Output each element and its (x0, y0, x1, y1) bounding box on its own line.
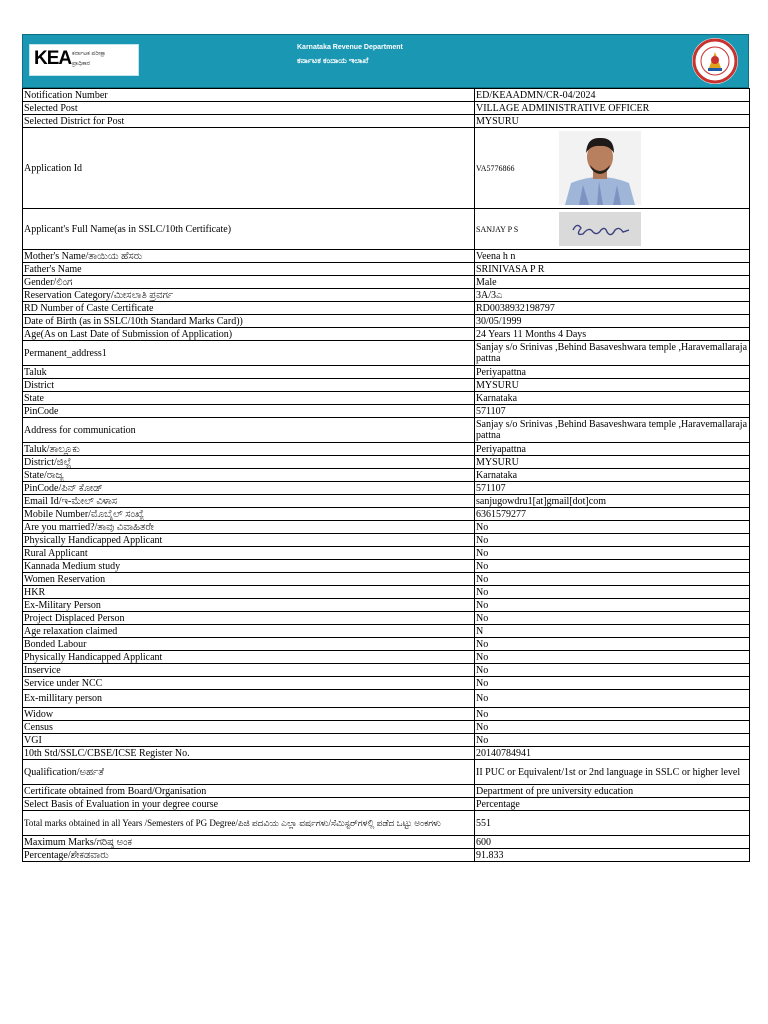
field-value: 6361579277 (475, 508, 750, 521)
field-value: II PUC or Equivalent/1st or 2nd language in SSLC or higher level (475, 760, 750, 785)
field-label: Inservice (23, 664, 475, 677)
table-row (23, 128, 750, 209)
field-value: 600 (475, 836, 750, 849)
field-label: Taluk/ತಾಲ್ಲೂಕು (23, 443, 475, 456)
table-row (23, 469, 750, 482)
field-value: No (475, 734, 750, 747)
field-value: No (475, 586, 750, 599)
field-value: No (475, 690, 750, 708)
field-label: Permanent_address1 (23, 341, 475, 366)
field-value: No (475, 612, 750, 625)
field-label: Gender/ಲಿಂಗ (23, 276, 475, 289)
table-row (23, 811, 750, 836)
field-label: State/ರಾಜ್ಯ (23, 469, 475, 482)
table-row (23, 263, 750, 276)
table-row (23, 638, 750, 651)
table-row (23, 573, 750, 586)
field-value: 3A/3ಎ (475, 289, 750, 302)
table-row (23, 366, 750, 379)
application-id-value: VA5776866 (476, 163, 515, 173)
applicant-name-value: SANJAY P S (476, 224, 519, 234)
department-name-kannada: ಕರ್ನಾಟಕ ಕಂದಾಯ ಇಲಾಖೆ (297, 56, 369, 65)
field-label: Physically Handicapped Applicant (23, 534, 475, 547)
table-row (23, 392, 750, 405)
field-value: No (475, 651, 750, 664)
table-row (23, 625, 750, 638)
application-details-table (22, 88, 750, 862)
field-value: 24 Years 11 Months 4 Days (475, 328, 750, 341)
field-label: Maximum Marks/ಗರಿಷ್ಠ ಅಂಕ (23, 836, 475, 849)
table-row (23, 315, 750, 328)
field-value: MYSURU (475, 379, 750, 392)
field-value: 571107 (475, 405, 750, 418)
field-value: 571107 (475, 482, 750, 495)
field-value: 20140784941 (475, 747, 750, 760)
table-row (23, 482, 750, 495)
field-value: No (475, 521, 750, 534)
field-value: No (475, 560, 750, 573)
field-value (475, 209, 750, 250)
table-row (23, 443, 750, 456)
field-label: Address for communication (23, 418, 475, 443)
field-value: No (475, 534, 750, 547)
kea-name-line1: ಕರ್ನಾಟಕ ಪರೀಕ್ಷಾ (72, 51, 107, 57)
field-value: ED/KEAADMN/CR-04/2024 (475, 89, 750, 102)
table-row (23, 115, 750, 128)
field-label: Census (23, 721, 475, 734)
table-row (23, 560, 750, 573)
field-value: No (475, 573, 750, 586)
field-label: Select Basis of Evaluation in your degree course (23, 798, 475, 811)
field-label: Project Displaced Person (23, 612, 475, 625)
table-row (23, 405, 750, 418)
field-label: Date of Birth (as in SSLC/10th Standard Marks Card)) (23, 315, 475, 328)
field-value: VILLAGE ADMINISTRATIVE OFFICER (475, 102, 750, 115)
field-label: RD Number of Caste Certificate (23, 302, 475, 315)
kea-logo-mark: KEA (34, 48, 72, 69)
table-row (23, 664, 750, 677)
table-row (23, 612, 750, 625)
field-value: No (475, 708, 750, 721)
field-value: No (475, 599, 750, 612)
field-label: Taluk (23, 366, 475, 379)
table-row (23, 760, 750, 785)
field-label: Are you married?/ತಾವು ವಿವಾಹಿತರೇ (23, 521, 475, 534)
field-label: Bonded Labour (23, 638, 475, 651)
field-label: Certificate obtained from Board/Organisation (23, 785, 475, 798)
applicant-signature (559, 212, 641, 246)
table-row (23, 521, 750, 534)
field-value: Department of pre university education (475, 785, 750, 798)
table-row (23, 721, 750, 734)
government-seal-icon (692, 38, 738, 84)
field-label: Selected Post (23, 102, 475, 115)
table-row (23, 785, 750, 798)
table-row (23, 708, 750, 721)
field-value: Male (475, 276, 750, 289)
field-label: Kannada Medium study (23, 560, 475, 573)
field-label: Applicant's Full Name(as in SSLC/10th Certificate) (23, 209, 475, 250)
field-label: VGI (23, 734, 475, 747)
field-value: 551 (475, 811, 750, 836)
field-label: Qualification/ಅರ್ಹತೆ (23, 760, 475, 785)
field-label: Application Id (23, 128, 475, 209)
kea-name-line2: ಪ್ರಾಧಿಕಾರ (72, 61, 91, 67)
applicant-photo (559, 131, 641, 205)
department-name-english: Karnataka Revenue Department (297, 44, 403, 51)
table-row (23, 508, 750, 521)
table-row (23, 534, 750, 547)
field-label: Physically Handicapped Applicant (23, 651, 475, 664)
field-label: Reservation Category/ಮೀಸಲಾತಿ ಪ್ರವರ್ಗ (23, 289, 475, 302)
field-label: Ex-Military Person (23, 599, 475, 612)
field-label: Rural Applicant (23, 547, 475, 560)
field-label: Percentage/ಶೇಕಡವಾರು (23, 849, 475, 862)
field-label: Age relaxation claimed (23, 625, 475, 638)
field-label: Mother's Name/ತಾಯಿಯ ಹೆಸರು (23, 250, 475, 263)
table-row (23, 586, 750, 599)
field-value: MYSURU (475, 456, 750, 469)
field-label: PinCode/ಪಿನ್ ಕೋಡ್ (23, 482, 475, 495)
field-value: SRINIVASA P R (475, 263, 750, 276)
header-banner (22, 34, 749, 88)
field-label: Father's Name (23, 263, 475, 276)
table-row (23, 798, 750, 811)
field-value: Sanjay s/o Srinivas ,Behind Basaveshwara temple ,Haravemallaraja pattna (475, 341, 750, 366)
field-label: Age(As on Last Date of Submission of Application) (23, 328, 475, 341)
table-row (23, 209, 750, 250)
field-value (475, 128, 750, 209)
field-label: Email Id/ಇ-ಮೇಲ್ ವಿಳಾಸ (23, 495, 475, 508)
field-value: Karnataka (475, 392, 750, 405)
field-label: Widow (23, 708, 475, 721)
field-label: Mobile Number/ಮೊಬೈಲ್ ಸಂಖ್ಯೆ (23, 508, 475, 521)
field-label: Women Reservation (23, 573, 475, 586)
field-value: Karnataka (475, 469, 750, 482)
field-label: Selected District for Post (23, 115, 475, 128)
field-value: No (475, 677, 750, 690)
table-row (23, 734, 750, 747)
field-label: State (23, 392, 475, 405)
table-row (23, 341, 750, 366)
table-row (23, 379, 750, 392)
field-label: HKR (23, 586, 475, 599)
table-row (23, 250, 750, 263)
table-row (23, 302, 750, 315)
table-row (23, 849, 750, 862)
table-row (23, 547, 750, 560)
field-label: Ex-millitary person (23, 690, 475, 708)
field-value: Periyapattna (475, 443, 750, 456)
field-value: No (475, 664, 750, 677)
table-row (23, 747, 750, 760)
table-row (23, 495, 750, 508)
field-label: Notification Number (23, 89, 475, 102)
field-value: N (475, 625, 750, 638)
field-label: District/ಜಿಲ್ಲೆ (23, 456, 475, 469)
field-value: No (475, 721, 750, 734)
table-row (23, 690, 750, 708)
field-label: PinCode (23, 405, 475, 418)
field-label: Service under NCC (23, 677, 475, 690)
table-row (23, 677, 750, 690)
application-sheet (22, 34, 749, 862)
field-value: No (475, 638, 750, 651)
table-row (23, 289, 750, 302)
table-row (23, 456, 750, 469)
table-row (23, 599, 750, 612)
table-row (23, 418, 750, 443)
kea-logo (29, 44, 139, 76)
table-row (23, 328, 750, 341)
field-value: 30/05/1999 (475, 315, 750, 328)
field-value: Veena h n (475, 250, 750, 263)
table-row (23, 651, 750, 664)
field-value: sanjugowdru1[at]gmail[dot]com (475, 495, 750, 508)
field-label: Total marks obtained in all Years /Semesters of PG Degree/ಪಿಜಿ ಪದವಿಯ ಎಲ್ಲಾ ವರ್ಷಗಳು/ಸೆಮಿಸ್ಟರ್‌ಗಳಲ್ಲಿ ಪಡೆದ ಒಟ್ಟು ಅಂಕಗಳು (23, 811, 475, 836)
table-row (23, 836, 750, 849)
table-row (23, 89, 750, 102)
field-value: RD0038932198797 (475, 302, 750, 315)
field-value: No (475, 547, 750, 560)
field-value: Sanjay s/o Srinivas ,Behind Basaveshwara temple ,Haravemallaraja pattna (475, 418, 750, 443)
table-row (23, 276, 750, 289)
field-value: MYSURU (475, 115, 750, 128)
field-value: Periyapattna (475, 366, 750, 379)
table-row (23, 102, 750, 115)
field-label: 10th Std/SSLC/CBSE/ICSE Register No. (23, 747, 475, 760)
field-value: 91.833 (475, 849, 750, 862)
field-value: Percentage (475, 798, 750, 811)
field-label: District (23, 379, 475, 392)
